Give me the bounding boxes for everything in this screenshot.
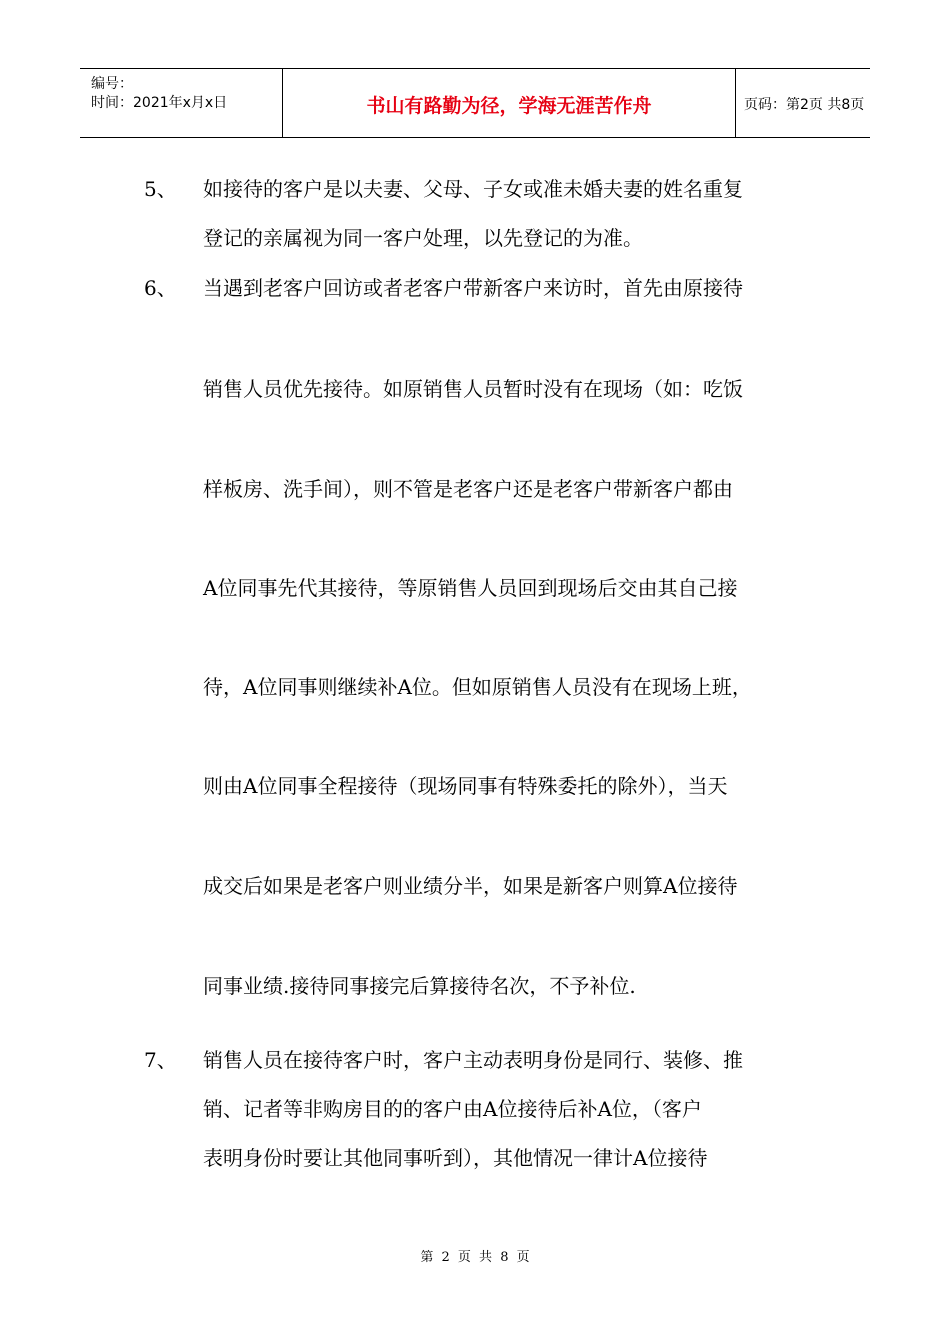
item-line: 当遇到老客户回访或者老客户带新客户来访时，首先由原接待 [203,276,743,300]
item-line: 如接待的客户是以夫妻、父母、子女或准未婚夫妻的姓名重复 [203,177,743,201]
header-info-cell [80,69,282,137]
item-line: 表明身份时要让其他同事听到），其他情况一律计A位接待 [203,1146,708,1170]
item-line: 待，A位同事则继续补A位。但如原销售人员没有在现场上班， [203,675,752,699]
item-line: 则由A位同事全程接待（现场同事有特殊委托的除外），当天 [203,774,728,798]
header-motto-cell [282,69,736,137]
item-line: A位同事先代其接待，等原销售人员回到现场后交由其自己接 [203,576,738,600]
page-footer: 第 2 页 共 8 页 [420,1250,530,1265]
item-line: 同事业绩.接待同事接完后算接待名次，不予补位. [203,974,636,998]
item-line: 销售人员在接待客户时，客户主动表明身份是同行、装修、推 [203,1048,743,1072]
item-line: 登记的亲属视为同一客户处理，以先登记的为准。 [203,226,643,250]
item-number: 5、 [144,177,177,201]
item-line: 销、记者等非购房目的的客户由A位接待后补A位，（客户 [203,1097,702,1121]
item-line: 样板房、洗手间），则不管是老客户还是老客户带新客户都由 [203,477,733,501]
motto: 书山有路勤为径，学海无涯苦作舟 [366,95,652,117]
item-line: 成交后如果是老客户则业绩分半，如果是新客户则算A位接待 [203,874,738,898]
time-label: 时间：2021年x月x日 [91,95,228,111]
item-number: 6、 [144,276,177,300]
serial-number-label: 编号： [91,76,133,92]
header-page-cell [735,69,870,137]
item-line: 销售人员优先接待。如原销售人员暂时没有在现场（如：吃饭 [203,377,743,401]
item-number: 7、 [144,1048,177,1072]
page-header [80,68,870,138]
page-code: 页码：第2页 共8页 [744,97,865,113]
